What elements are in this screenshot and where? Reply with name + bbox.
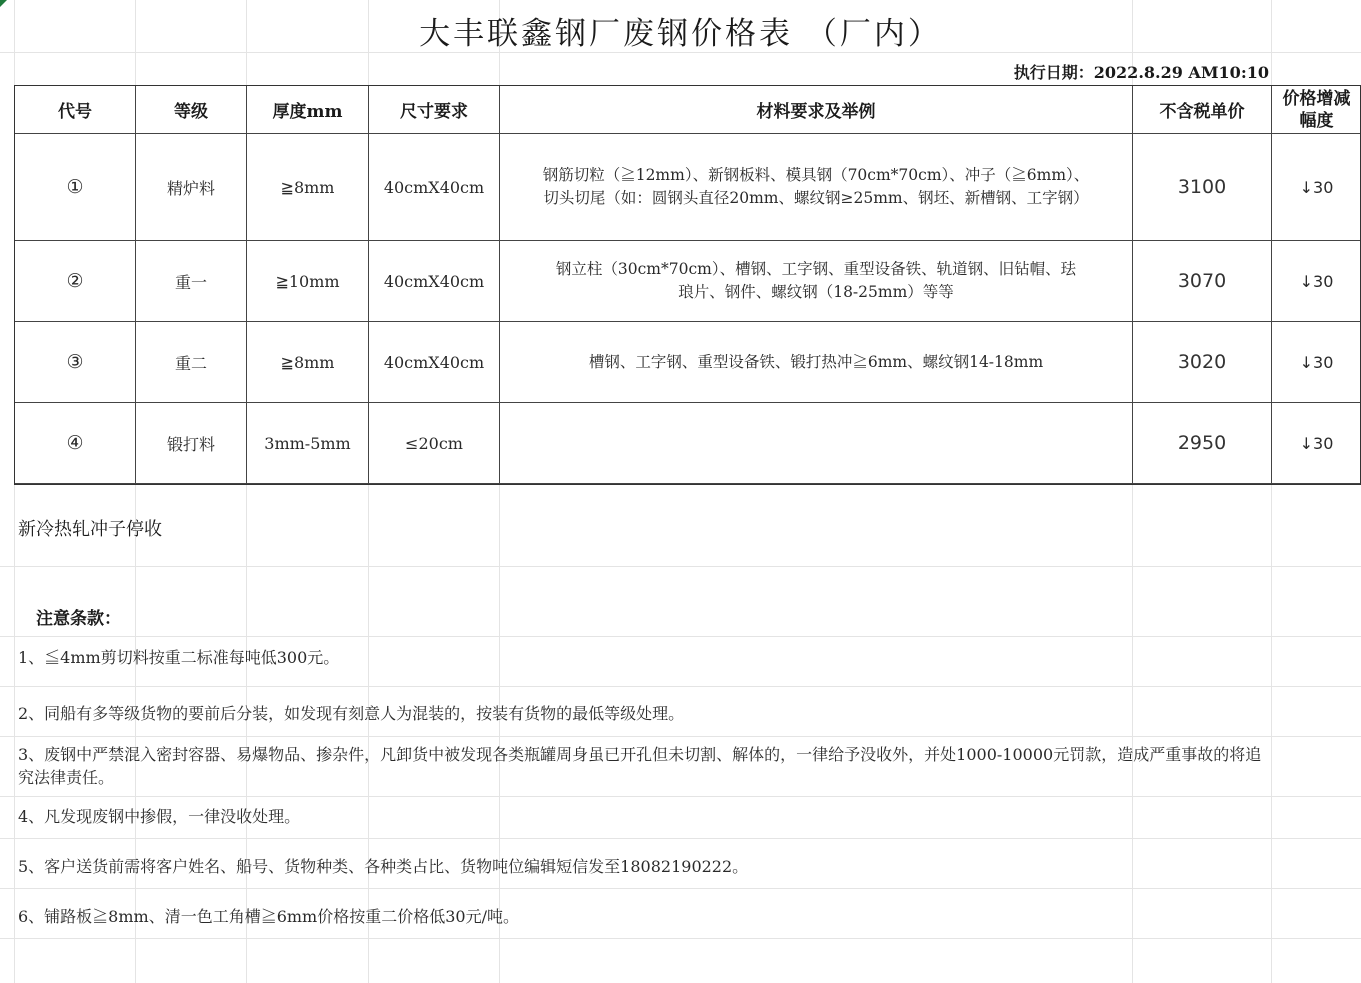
table-row: [15, 241, 1361, 322]
execution-date: 执行日期：2022.8.29 AM10:10: [1013, 63, 1269, 82]
note-item: 2、同船有多等级货物的要前后分装，如发现有刻意人为混装的，按装有货物的最低等级处理。: [18, 704, 685, 723]
table-row: [15, 403, 1361, 484]
table-row: [15, 322, 1361, 403]
row-change: ↓30: [1272, 322, 1361, 403]
stop-notice: 新冷热轧冲子停收: [18, 519, 162, 540]
header-thickness: 厚度mm: [247, 86, 369, 134]
note-item: 5、客户送货前需将客户姓名、船号、货物种类、各种类占比、货物吨位编辑短信发至18082190222。: [18, 857, 749, 876]
row-grade: 重一: [136, 241, 247, 322]
row-grade: 重二: [136, 322, 247, 403]
row-code: ④: [15, 403, 136, 484]
row-price: 2950: [1133, 403, 1272, 484]
material-line: 切头切尾（如：圆钢头直径20mm、螺纹钢≥25mm、钢坯、新槽钢、工字钢）: [543, 189, 1089, 207]
note-item: 3、废钢中严禁混入密封容器、易爆物品、掺杂件，凡卸货中被发现各类瓶罐周身虽已开孔但未切割、解体的，一律给予没收外，并处1000-10000元罚款，造成严重事故的将追究法律责任。: [18, 745, 1262, 787]
grid-line: [0, 736, 1361, 737]
row-thickness: ≧10mm: [247, 241, 369, 322]
row-material: [500, 322, 1133, 403]
grid-line: [0, 838, 1361, 839]
row-size: 40cmX40cm: [369, 134, 500, 241]
grid-line: [0, 796, 1361, 797]
material-line: 钢立柱（30cm*70cm）、槽钢、工字钢、重型设备铁、轨道钢、旧钻帽、珐: [555, 260, 1077, 278]
row-change: ↓30: [1272, 403, 1361, 484]
notes-heading: 注意条款：: [36, 609, 121, 629]
row-material: [500, 241, 1133, 322]
header-price: 不含税单价: [1133, 86, 1272, 134]
row-size: 40cmX40cm: [369, 241, 500, 322]
row-price: 3070: [1133, 241, 1272, 322]
note-item: 4、凡发现废钢中掺假，一律没收处理。: [18, 807, 301, 826]
grid-line: [0, 938, 1361, 939]
row-thickness: ≧8mm: [247, 322, 369, 403]
header-material: 材料要求及举例: [500, 86, 1133, 134]
material-line: 钢筋切粒（≧12mm）、新钢板料、模具钢（70cm*70cm）、冲子（≧6mm）、: [542, 166, 1090, 184]
table-row: [15, 134, 1361, 241]
page-title: 大丰联鑫钢厂废钢价格表 （厂内）: [419, 16, 942, 52]
header-change: 价格增减幅度: [1272, 86, 1361, 134]
grid-line: [0, 888, 1361, 889]
table-header-row: [15, 86, 1361, 134]
material-line: 琅片、钢件、螺纹钢（18-25mm）等等: [678, 283, 954, 301]
row-price: 3020: [1133, 322, 1272, 403]
row-material: [500, 134, 1133, 241]
row-code: ①: [15, 134, 136, 241]
row-thickness: 3mm-5mm: [247, 403, 369, 484]
material-line: 槽钢、工字钢、重型设备铁、锻打热冲≧6mm、螺纹钢14-18mm: [588, 352, 1044, 371]
header-size: 尺寸要求: [369, 86, 500, 134]
grid-line: [0, 636, 1361, 637]
row-code: ②: [15, 241, 136, 322]
grid-line: [0, 566, 1361, 567]
row-size: 40cmX40cm: [369, 322, 500, 403]
row-change: ↓30: [1272, 134, 1361, 241]
header-grade: 等级: [136, 86, 247, 134]
note-item: 6、铺路板≧8mm、清一色工角槽≧6mm价格按重二价格低30元/吨。: [18, 907, 519, 926]
row-grade: 锻打料: [136, 403, 247, 484]
grid-line: [0, 686, 1361, 687]
row-price: 3100: [1133, 134, 1272, 241]
selection-corner-marker: [0, 0, 7, 7]
row-code: ③: [15, 322, 136, 403]
header-code: 代号: [15, 86, 136, 134]
note-item: 1、≦4mm剪切料按重二标准每吨低300元。: [18, 648, 340, 667]
price-table: [14, 85, 1361, 484]
row-grade: 精炉料: [136, 134, 247, 241]
row-size: ≤20cm: [369, 403, 500, 484]
row-change: ↓30: [1272, 241, 1361, 322]
row-thickness: ≧8mm: [247, 134, 369, 241]
row-material: [500, 403, 1133, 484]
